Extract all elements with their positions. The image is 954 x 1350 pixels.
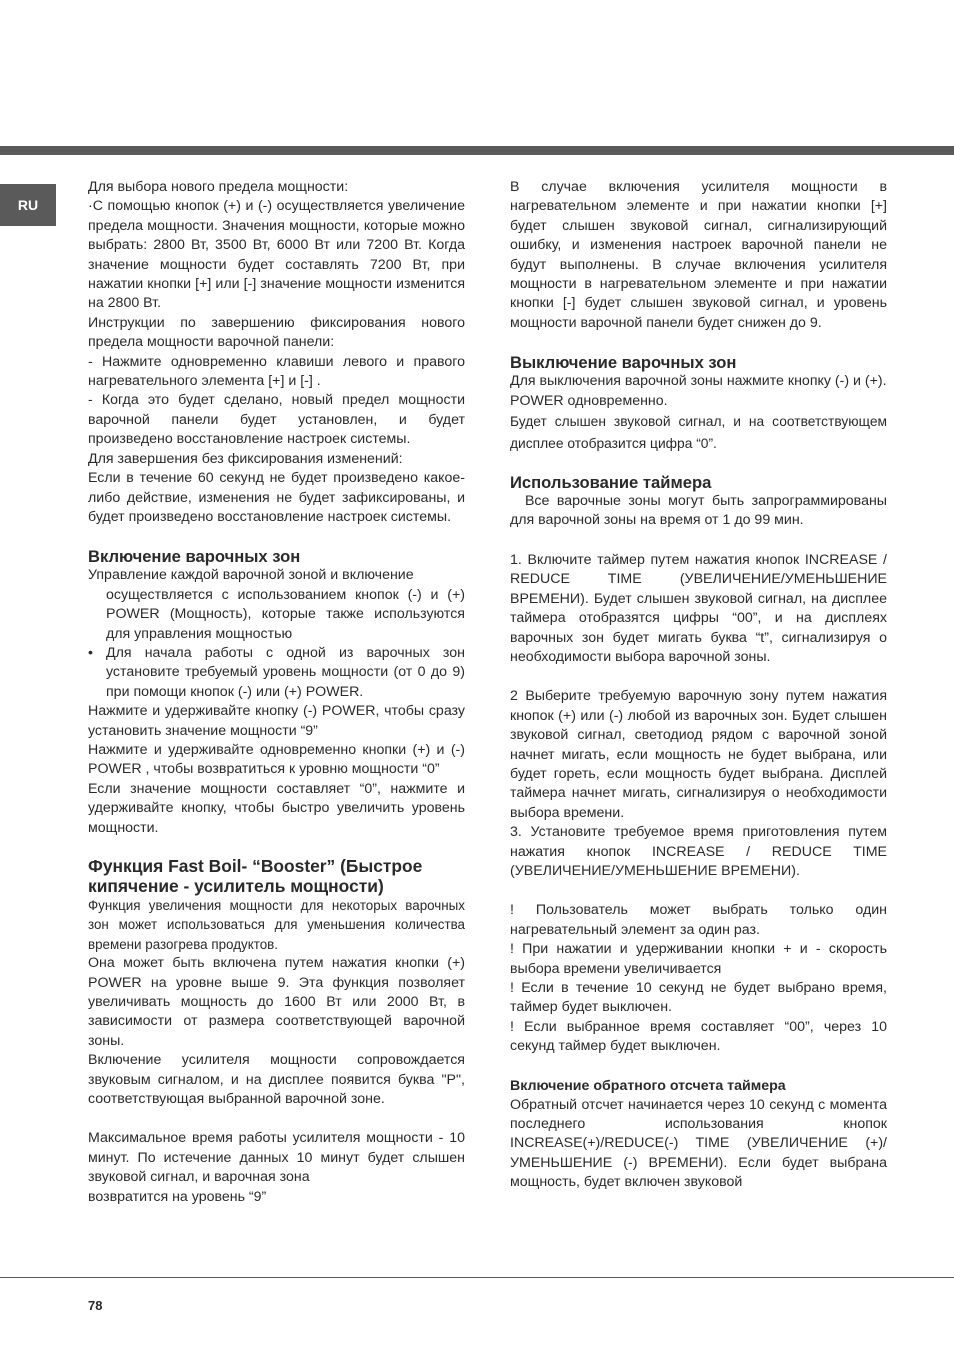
paragraph: 1. Включите таймер путем нажатия кнопок INCREASE / REDUCE TIME (УВЕЛИЧЕНИЕ/УМЕНЬШЕНИЕ ВРЕМЕНИ). Будет слышен звуковой сигнал, на дисплее таймера отобразятся цифры “00”, и на дисплеях варочных зон будет мигать буква “t”, сигнализируя о необходимости выбора варочной зоны. bbox=[510, 551, 887, 665]
paragraph: 2 Выберите требуемую варочную зону путем нажатия кнопок (+) или (-) любой из варочных зон. Будет слышен звуковой сигнал, светодиод рядом с варочной зоной начнет мигать, если мощность не будет выбрана, или будет гореть, если мощность будет выбрана. Дисплей таймера начнет мигать, сигнализируя о необходимости выбора времени. bbox=[510, 688, 887, 821]
paragraph: возвратится на уровень “9” bbox=[88, 1188, 267, 1205]
header-bar bbox=[0, 146, 954, 155]
section-heading-booster: Функция Fast Boil- “Booster” (Быстрое кипячение - усилитель мощности) bbox=[88, 856, 423, 896]
paragraph: Нажмите и удерживайте кнопку (-) POWER, чтобы сразу установить значение мощности “9” bbox=[88, 703, 465, 739]
right-column bbox=[510, 178, 891, 1193]
note: ! Если в течение 10 секунд не будет выбрано время, таймер будет выключен. bbox=[510, 980, 887, 1016]
paragraph: ·С помощью кнопок (+) и (-) осуществляется увеличение предела мощности. Значения мощности, которые можно выбрать: 2800 Вт, 3500 Вт, 6000 Вт или 7200 Вт. Когда значение мощности будет составлять 7200 Вт, при нажатии кнопки [+] или [-] значение мощности изменится на 2800 Вт. bbox=[88, 198, 465, 312]
left-column bbox=[88, 178, 465, 1207]
paragraph: Функция увеличения мощности для некоторых варочных зон может использоваться для уменьшения количества времени разогрева продуктов. bbox=[88, 898, 465, 952]
paragraph: - Когда это будет сделано, новый предел мощности варочной панели будет установлен, и будет произведено восстановление настроек системы. bbox=[88, 392, 465, 448]
paragraph: Нажмите и удерживайте одновременно кнопки (+) и (-) POWER , чтобы возвратиться к уровню мощности “0” bbox=[88, 741, 465, 778]
paragraph: Максимальное время работы усилителя мощности - 10 минут. По истечение данных 10 минут будет слышен звуковой сигнал, и варочная зона bbox=[88, 1130, 465, 1186]
paragraph: Она может быть включена путем нажатия кнопки (+) POWER на уровне выше 9. Эта функция позволяет увеличивать мощность до 1600 Вт или 2000 Вт, в зависимости от размера соответствующей варочной зоны. bbox=[88, 955, 465, 1049]
paragraph: осуществляется с использованием кнопок (-) и (+) POWER (Мощность), которые также используются для управления мощностью bbox=[106, 586, 465, 642]
note: ! Если выбранное время составляет “00”, через 10 секунд таймер будет выключен. bbox=[510, 1018, 887, 1055]
paragraph: Управление каждой варочной зоной и включение bbox=[88, 567, 414, 584]
paragraph: В случае включения усилителя мощности в нагревательном элементе и при нажатии кнопки [+] будет слышен звуковой сигнал, сигнализирующий ошибку, и изменения настроек варочной панели не будут выполнены. В случае включения усилителя мощности в нагревательном элементе и при нажатии кнопки [-] будет слышен звуковой сигнал, и уровень мощности варочной панели будет снижен до 9. bbox=[510, 179, 887, 331]
paragraph: Включение усилителя мощности сопровождается звуковым сигналом, и на дисплее появится буква "P", соответствующая выбранной варочной зоне. bbox=[88, 1052, 465, 1108]
paragraph: Обратный отсчет начинается через 10 секунд с момента последнего использования кнопок INCREASE(+)/REDUCE(-) TIME (УВЕЛИЧЕНИЕ (+)/ УМЕНЬШЕНИЕ (-) ВРЕМЕНИ). Если будет выбрана мощность, будет включен звуковой bbox=[510, 1096, 887, 1191]
paragraph: Для завершения без фиксирования изменений: bbox=[88, 450, 403, 467]
section-heading-countdown: Включение обратного отсчета таймера bbox=[510, 1077, 786, 1094]
paragraph: Если в течение 60 секунд не будет произведено какое-либо действие, изменения не будет зафиксированы, и будет произведено восстановление настроек системы. bbox=[88, 470, 465, 525]
language-tab: RU bbox=[0, 184, 56, 226]
paragraph: Для выбора нового предела мощности: bbox=[88, 179, 349, 195]
bullet-item bbox=[88, 644, 465, 702]
paragraph: - Нажмите одновременно клавиши левого и правого нагревательного элемента [+] и [-] . bbox=[88, 353, 465, 390]
page-number: 78 bbox=[88, 1298, 103, 1313]
section-heading-zones-off: Выключение варочных зон bbox=[510, 353, 737, 373]
paragraph: POWER одновременно. bbox=[510, 392, 668, 409]
section-heading-zones-on: Включение варочных зон bbox=[88, 547, 301, 567]
paragraph: Если значение мощности составляет “0”, нажмите и удерживайте кнопку, чтобы быстро увеличить уровень мощности. bbox=[88, 780, 465, 836]
paragraph: Будет слышен звуковой сигнал, и на соответствующем дисплее отобразится цифра “0”. bbox=[510, 414, 887, 452]
paragraph: Все варочные зоны могут быть запрограммированы для варочной зоны на время от 1 до 99 мин. bbox=[510, 493, 891, 529]
bullet-mark: • bbox=[88, 644, 93, 661]
section-heading-timer: Использование таймера bbox=[510, 473, 712, 493]
note: ! Пользователь может выбрать только один нагревательный элемент за один раз. bbox=[510, 902, 887, 938]
paragraph: 3. Установите требуемое время приготовления путем нажатия кнопок INCREASE / REDUCE TIME (УВЕЛИЧЕНИЕ/УМЕНЬШЕНИЕ ВРЕМЕНИ). bbox=[510, 824, 887, 879]
bullet-text: Для начала работы с одной из варочных зон установите требуемый уровень мощности (от 0 до 9) при помощи кнопок (-) или (+) POWER. bbox=[106, 644, 465, 700]
paragraph: Инструкции по завершению фиксирования нового предела мощности варочной панели: bbox=[88, 314, 465, 351]
paragraph: Для выключения варочной зоны нажмите кнопку (-) и (+). bbox=[510, 373, 887, 390]
note: ! При нажатии и удерживании кнопки + и - скорость выбора времени увеличивается bbox=[510, 941, 887, 977]
footer-divider bbox=[0, 1277, 954, 1278]
